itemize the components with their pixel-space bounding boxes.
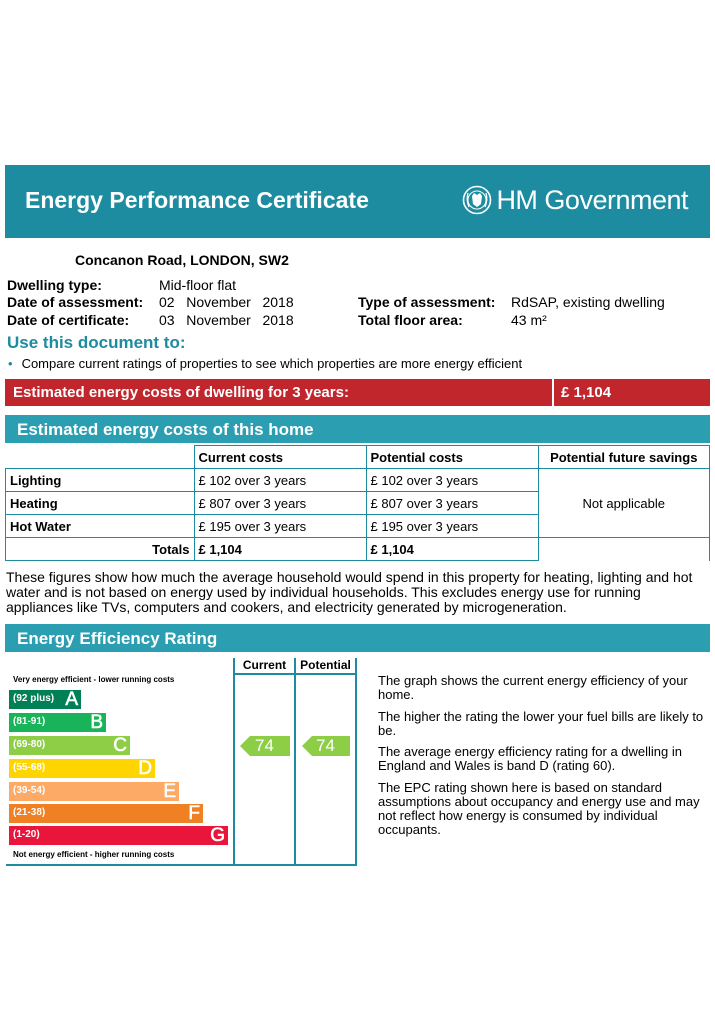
- lighting-current: £ 102 over 3 years: [194, 469, 366, 492]
- estimated-3yr-cost-bar: [5, 379, 710, 406]
- rating-section-heading-bar: [5, 624, 710, 652]
- current-column-left-border: [233, 658, 235, 864]
- date-certificate-value: 03 November 2018: [159, 312, 294, 328]
- row-label-hot-water: Hot Water: [6, 515, 195, 538]
- band-f-letter: F: [188, 803, 200, 824]
- header-potential-savings: Potential future savings: [538, 446, 710, 469]
- costs-note-paragraph: These figures show how much the average household would spend in this property for heating, lighting and hot water and is not based on energy used by individual households. This excludes energy use for running appliances like TVs, computers and cookers, and electricity generated by microgeneration.: [6, 569, 693, 615]
- rating-note-3: The average energy efficiency rating for a dwelling in England and Wales is band D (rating 60).: [378, 744, 682, 773]
- rating-note-1: The graph shows the current energy efficiency of your home.: [378, 673, 688, 702]
- row-label-heating: Heating: [6, 492, 195, 515]
- band-f: [9, 804, 203, 823]
- dwelling-type-value: Mid-floor flat: [159, 277, 237, 293]
- date-assessment-label: Date of assessment:: [7, 294, 144, 310]
- heating-current: £ 807 over 3 years: [194, 492, 366, 515]
- column-header-underline: [233, 673, 357, 675]
- totals-row: [6, 538, 710, 561]
- very-efficient-caption: Very energy efficient - lower running costs: [13, 675, 175, 684]
- not-efficient-caption: Not energy efficient - higher running costs: [13, 850, 175, 859]
- use-document-bullet: [8, 356, 522, 371]
- floor-area-label: Total floor area:: [358, 312, 463, 328]
- band-a-letter: A: [65, 689, 78, 710]
- estimated-3yr-cost-value: £ 1,104: [561, 384, 612, 401]
- totals-label: Totals: [6, 538, 195, 561]
- estimated-3yr-cost-label: Estimated energy costs of dwelling for 3 years:: [13, 384, 349, 401]
- hot-water-current: £ 195 over 3 years: [194, 515, 366, 538]
- band-g: [9, 826, 228, 845]
- cost-bar-divider: [552, 379, 554, 406]
- band-b-range: (81-91): [13, 716, 46, 727]
- page-title: Energy Performance Certificate: [25, 187, 369, 213]
- lighting-potential: £ 102 over 3 years: [366, 469, 538, 492]
- use-document-bullet-text: Compare current ratings of properties to see which properties are more energy efficient: [21, 356, 523, 371]
- band-e-range: (39-54): [13, 785, 46, 796]
- band-d: [9, 759, 155, 778]
- band-c-range: (69-80): [13, 739, 46, 750]
- costs-section-heading: Estimated energy costs of this home: [17, 420, 314, 439]
- rating-note-4: The EPC rating shown here is based on standard assumptions about occupancy and energy use and may not reflect how energy is consumed by individual occupants.: [378, 780, 700, 837]
- band-b: [9, 713, 106, 732]
- header-potential-costs: Potential costs: [366, 446, 538, 469]
- band-g-letter: G: [210, 825, 225, 846]
- band-b-letter: B: [90, 712, 103, 733]
- potential-column-right-border: [355, 658, 357, 864]
- hot-water-potential: £ 195 over 3 years: [366, 515, 538, 538]
- band-d-letter: D: [138, 758, 152, 779]
- heating-potential: £ 807 over 3 years: [366, 492, 538, 515]
- date-certificate-label: Date of certificate:: [7, 312, 130, 328]
- royal-crest-icon: [462, 185, 492, 215]
- band-a-range: (92 plus): [13, 693, 55, 704]
- potential-savings-value: Not applicable: [538, 469, 710, 538]
- property-address: Concanon Road, LONDON, SW2: [75, 252, 289, 268]
- band-g-range: (1-20): [13, 829, 40, 840]
- use-document-heading: Use this document to:: [7, 333, 186, 352]
- dwelling-type-label: Dwelling type:: [7, 277, 102, 293]
- potential-rating-value: 74: [316, 736, 335, 755]
- hm-government-logo: [462, 183, 688, 217]
- band-c: [9, 736, 130, 755]
- total-potential: £ 1,104: [366, 538, 538, 561]
- table-corner-cell: [6, 446, 195, 469]
- energy-costs-table: [5, 445, 710, 561]
- rating-section-heading: Energy Efficiency Rating: [17, 629, 218, 648]
- header-current-costs: Current costs: [194, 446, 366, 469]
- current-column-header: Current: [242, 658, 287, 672]
- hm-government-text: HM Government: [496, 184, 688, 215]
- totals-empty-cell: [538, 538, 710, 561]
- band-f-range: (21-38): [13, 807, 46, 818]
- band-d-range: (55-68): [13, 762, 46, 773]
- table-header-row: [6, 446, 710, 469]
- table-row: [6, 469, 710, 492]
- certificate-header: [5, 165, 710, 238]
- floor-area-value: 43 m²: [511, 312, 547, 328]
- bullet-icon: •: [8, 356, 13, 371]
- potential-column-header: Potential: [300, 658, 351, 672]
- type-assessment-value: RdSAP, existing dwelling: [511, 294, 665, 310]
- row-label-lighting: Lighting: [6, 469, 195, 492]
- band-c-letter: C: [113, 735, 127, 756]
- band-e: [9, 782, 179, 801]
- costs-section-heading-bar: [5, 415, 710, 443]
- rating-note-2: The higher the rating the lower your fuel bills are likely to be.: [378, 709, 704, 738]
- band-a: [9, 690, 81, 709]
- current-rating-value: 74: [255, 736, 274, 755]
- date-assessment-value: 02 November 2018: [159, 294, 294, 310]
- current-column-right-border: [294, 658, 296, 864]
- type-assessment-label: Type of assessment:: [358, 294, 496, 310]
- total-current: £ 1,104: [194, 538, 366, 561]
- band-e-letter: E: [163, 781, 176, 802]
- energy-rating-chart: [6, 658, 357, 866]
